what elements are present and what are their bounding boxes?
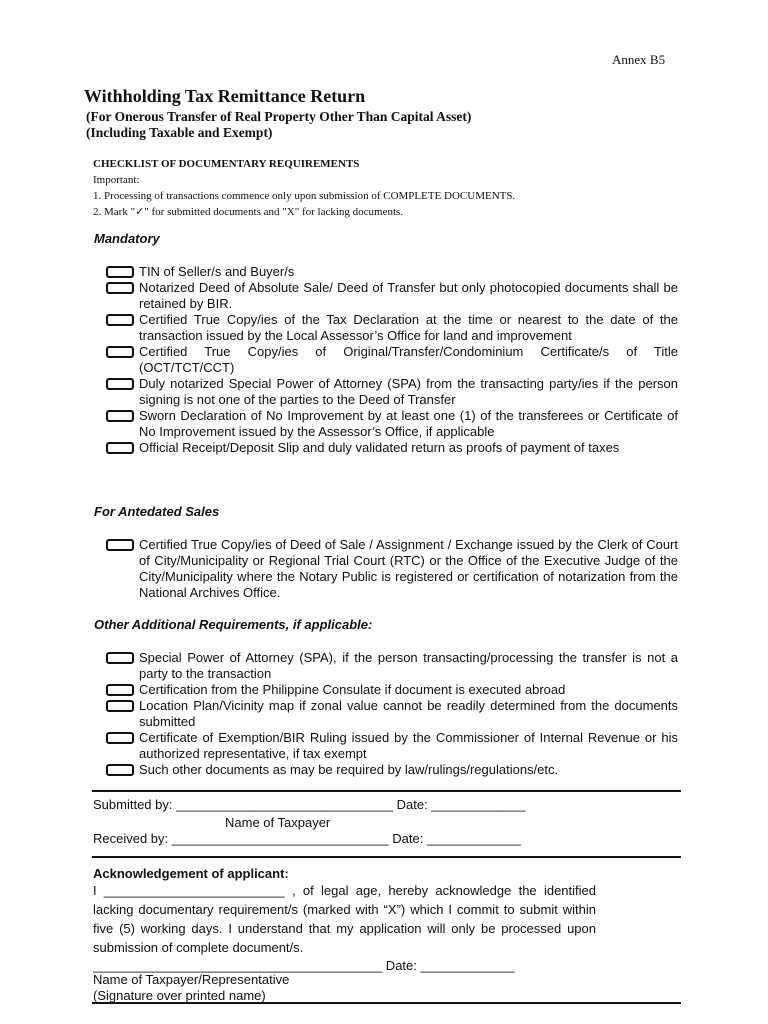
submitted-by-line[interactable]: Submitted by: ______________________________ Date: _____________ <box>93 797 526 812</box>
important-label: Important: <box>93 174 140 186</box>
requirement-text: Such other documents as may be required by law/rulings/regulations/etc. <box>139 762 559 777</box>
checkbox[interactable] <box>106 684 134 696</box>
section-mandatory: Mandatory <box>94 231 160 246</box>
received-by-line[interactable]: Received by: ______________________________ Date: _____________ <box>93 831 521 846</box>
instruction-1: 1. Processing of transactions commence only upon submission of COMPLETE DOCUMENTS. <box>93 190 516 202</box>
requirement-item <box>106 264 678 280</box>
checklist-heading: CHECKLIST OF DOCUMENTARY REQUIREMENTS <box>93 158 360 170</box>
checkbox[interactable] <box>106 732 134 744</box>
form-subtitle-2: (Including Taxable and Exempt) <box>86 125 273 140</box>
requirement-item <box>106 344 678 376</box>
signature-line[interactable]: ________________________________________ Date: _____________ <box>93 958 515 973</box>
divider <box>92 790 681 792</box>
requirement-text: Duly notarized Special Power of Attorney (SPA) from the transacting party/ies if the person signing is not one of the parties to the Deed of Transfer <box>139 376 678 407</box>
requirement-item <box>106 698 678 730</box>
requirement-item <box>106 762 678 778</box>
checkbox[interactable] <box>106 314 134 326</box>
section-antedated-sales: For Antedated Sales <box>94 504 220 519</box>
requirement-text: Certificate of Exemption/BIR Ruling issued by the Commissioner of Internal Revenue or his authorized representative, if tax exempt <box>139 730 678 761</box>
requirement-item <box>106 408 678 440</box>
requirement-text: Certified True Copy/ies of the Tax Declaration at the time or nearest to the date of the transaction issued by the Local Assessor’s Office for land and improvement <box>139 312 678 343</box>
checkbox[interactable] <box>106 410 134 422</box>
section-other-requirements: Other Additional Requirements, if applicable: <box>94 617 373 632</box>
annex-label: Annex B5 <box>612 52 666 67</box>
checkbox[interactable] <box>106 764 134 776</box>
requirement-item <box>106 376 678 408</box>
requirement-text: Special Power of Attorney (SPA), if the person transacting/processing the transfer is not a party to the transaction <box>139 650 678 681</box>
requirement-text: Certified True Copy/ies of Original/Transfer/Condominium Certificate/s of Title (OCT/TCT/CCT) <box>139 344 678 375</box>
requirement-item <box>106 730 678 762</box>
checklist-instructions <box>93 156 693 220</box>
other-list <box>106 650 678 778</box>
requirement-text: Certified True Copy/ies of Deed of Sale / Assignment / Exchange issued by the Clerk of Court of City/Municipality or Regional Trial Court (RTC) or the Office of the Executive Judge of the City/Municipality where the Notary Public is registered or certification of notarization from the National Archives Office. <box>139 537 678 600</box>
checkbox[interactable] <box>106 346 134 358</box>
requirement-item <box>106 537 678 601</box>
name-of-taxpayer-label: Name of Taxpayer <box>225 815 331 830</box>
checkbox[interactable] <box>106 652 134 664</box>
form-subtitle-1: (For Onerous Transfer of Real Property Other Than Capital Asset) <box>86 109 472 124</box>
checkbox[interactable] <box>106 266 134 278</box>
requirement-text: Certification from the Philippine Consulate if document is executed abroad <box>139 682 566 697</box>
divider <box>92 856 681 858</box>
antedated-list <box>106 537 678 601</box>
requirement-item <box>106 312 678 344</box>
instruction-2: 2. Mark "✓" for submitted documents and "X" for lacking documents. <box>93 206 404 218</box>
requirement-item <box>106 440 678 456</box>
requirement-text: Location Plan/Vicinity map if zonal value cannot be readily determined from the documents submitted <box>139 698 678 729</box>
requirement-item <box>106 280 678 312</box>
requirement-text: Official Receipt/Deposit Slip and duly validated return as proofs of payment of taxes <box>139 440 620 455</box>
divider <box>92 1002 681 1004</box>
signature-sublabel: (Signature over printed name) <box>93 988 266 1003</box>
requirement-text: TIN of Seller/s and Buyer/s <box>139 264 295 279</box>
checkbox[interactable] <box>106 539 134 551</box>
form-title: Withholding Tax Remittance Return <box>84 86 366 106</box>
requirement-text: Sworn Declaration of No Improvement by at least one (1) of the transferees or Certificate of No Improvement issued by the Assessor’s Office, if applicable <box>139 408 678 439</box>
requirement-text: Notarized Deed of Absolute Sale/ Deed of Transfer but only photocopied documents shall be retained by BIR. <box>139 280 678 311</box>
mandatory-list <box>106 264 678 456</box>
checkbox[interactable] <box>106 378 134 390</box>
signature-label: Name of Taxpayer/Representative <box>93 972 290 987</box>
checkbox[interactable] <box>106 442 134 454</box>
checkbox[interactable] <box>106 282 134 294</box>
acknowledgement-text: I _________________________ , of legal age, hereby acknowledge the identified lacking documentary requirement/s (marked with “X”) which I commit to submit within five (5) working days. I understand that my application will only be processed upon submission of complete document/s. <box>93 883 596 955</box>
checkbox[interactable] <box>106 700 134 712</box>
requirement-item <box>106 650 678 682</box>
acknowledgement-title: Acknowledgement of applicant: <box>93 866 289 881</box>
requirement-item <box>106 682 678 698</box>
